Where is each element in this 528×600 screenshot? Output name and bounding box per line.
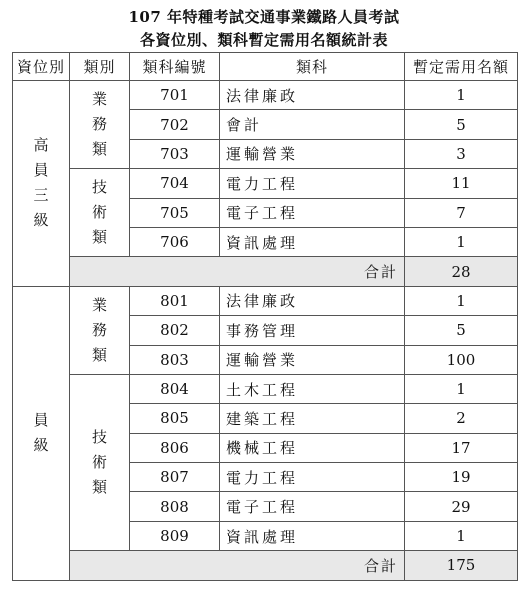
rank-cell	[13, 81, 70, 287]
total-row	[13, 551, 518, 580]
table-row	[13, 286, 518, 315]
category-cell	[70, 169, 130, 257]
subject-cell: 電力工程	[220, 463, 405, 492]
count-cell: 5	[405, 316, 518, 345]
code-cell: 703	[130, 139, 220, 168]
rank-label: 高 員 三 級	[33, 136, 49, 230]
table-body	[13, 81, 518, 581]
subject-cell: 電子工程	[220, 198, 405, 227]
total-label: 合計	[70, 257, 405, 286]
subject-cell: 建築工程	[220, 404, 405, 433]
quota-table	[12, 52, 518, 581]
subject-cell: 土木工程	[220, 374, 405, 403]
code-cell: 809	[130, 521, 220, 550]
category-cell	[70, 374, 130, 550]
total-label: 合計	[70, 551, 405, 580]
subject-cell: 資訊處理	[220, 521, 405, 550]
code-cell: 701	[130, 81, 220, 110]
code-cell: 801	[130, 286, 220, 315]
table-row	[13, 81, 518, 110]
code-cell: 808	[130, 492, 220, 521]
subject-cell: 電力工程	[220, 169, 405, 198]
code-cell: 805	[130, 404, 220, 433]
count-cell: 7	[405, 198, 518, 227]
total-row	[13, 257, 518, 286]
subject-cell: 運輸營業	[220, 345, 405, 374]
count-cell: 19	[405, 463, 518, 492]
count-cell: 1	[405, 81, 518, 110]
header-subject: 類科	[220, 53, 405, 81]
table-row	[13, 374, 518, 403]
count-cell: 3	[405, 139, 518, 168]
code-cell: 706	[130, 227, 220, 256]
document-title: 107 年特種考試交通事業鐵路人員考試	[128, 8, 400, 26]
table-row	[13, 169, 518, 198]
category-label: 技 術 類	[91, 428, 107, 497]
code-cell: 806	[130, 433, 220, 462]
count-cell: 17	[405, 433, 518, 462]
count-cell: 2	[405, 404, 518, 433]
header-code: 類科編號	[130, 53, 220, 81]
header-count: 暫定需用名額	[405, 53, 518, 81]
header-rank: 資位別	[13, 53, 70, 81]
subject-cell: 機械工程	[220, 433, 405, 462]
count-cell: 5	[405, 110, 518, 139]
subject-cell: 法律廉政	[220, 81, 405, 110]
code-cell: 803	[130, 345, 220, 374]
category-label: 業 務 類	[91, 90, 107, 159]
count-cell: 1	[405, 286, 518, 315]
code-cell: 804	[130, 374, 220, 403]
subject-cell: 運輸營業	[220, 139, 405, 168]
subject-cell: 電子工程	[220, 492, 405, 521]
category-cell	[70, 81, 130, 169]
count-cell: 100	[405, 345, 518, 374]
code-cell: 807	[130, 463, 220, 492]
subject-cell: 事務管理	[220, 316, 405, 345]
rank-cell	[13, 286, 70, 580]
code-cell: 702	[130, 110, 220, 139]
category-label: 技 術 類	[91, 178, 107, 247]
code-cell: 704	[130, 169, 220, 198]
subject-cell: 法律廉政	[220, 286, 405, 315]
code-cell: 802	[130, 316, 220, 345]
header-category: 類別	[70, 53, 130, 81]
rank-label: 員 級	[33, 411, 49, 455]
code-cell: 705	[130, 198, 220, 227]
subject-cell: 會計	[220, 110, 405, 139]
count-cell: 11	[405, 169, 518, 198]
total-value: 28	[405, 257, 518, 286]
count-cell: 1	[405, 521, 518, 550]
category-label: 業 務 類	[91, 295, 107, 364]
header-row	[13, 53, 518, 81]
count-cell: 29	[405, 492, 518, 521]
count-cell: 1	[405, 227, 518, 256]
category-cell	[70, 286, 130, 374]
total-value: 175	[405, 551, 518, 580]
subject-cell: 資訊處理	[220, 227, 405, 256]
document-subtitle: 各資位別、類科暫定需用名額統計表	[139, 31, 388, 49]
count-cell: 1	[405, 374, 518, 403]
